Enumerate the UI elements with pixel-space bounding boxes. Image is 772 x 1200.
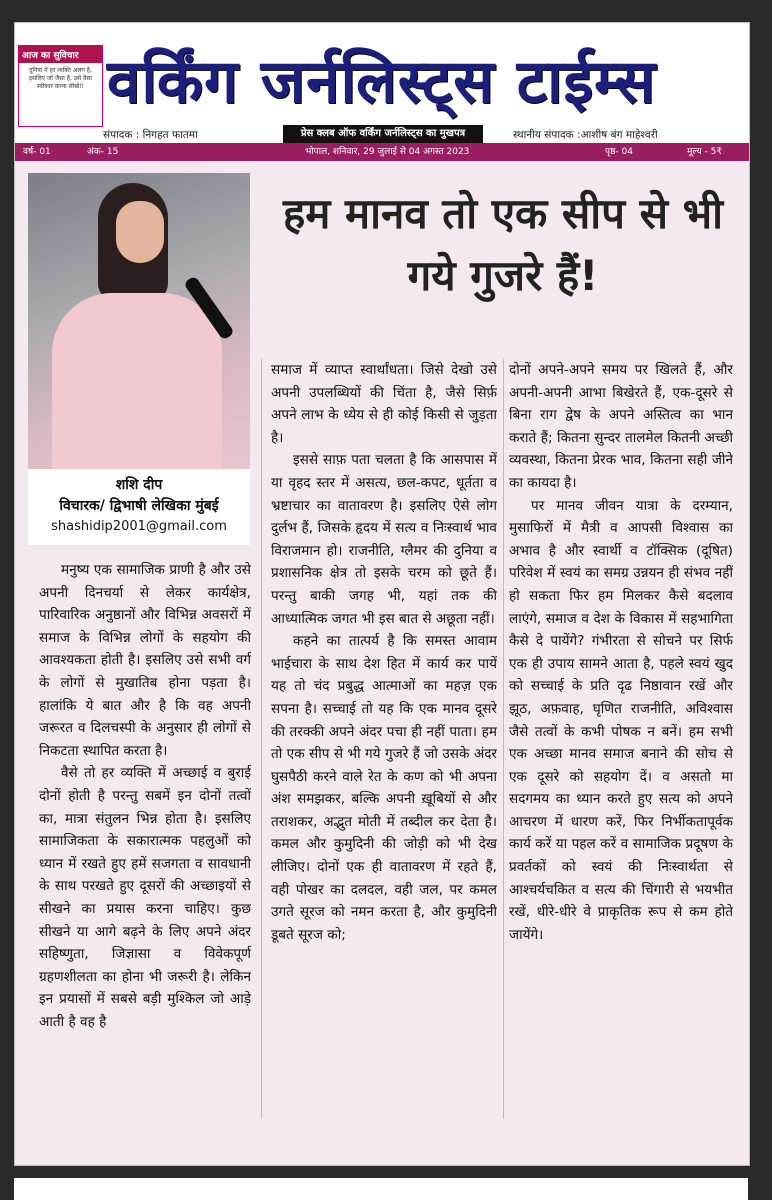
page-label: पृष्ठ- 04 — [605, 147, 633, 157]
date-label: भोपाल, शनिवार, 29 जुलाई से 04 अगस्त 2023 — [305, 147, 470, 157]
issue-info-bar — [15, 143, 749, 161]
column-divider — [503, 359, 504, 1119]
article-headline: हम मानव तो एक सीप से भी गये गुजरे हैं! — [282, 189, 724, 300]
article-column-2 — [271, 359, 497, 1119]
author-role: विचारक/ द्विभाषी लेखिका मुंबई — [59, 498, 219, 514]
paragraph: दोनों अपने-अपने समय पर खिलते हैं, और अपनी-अपनी आभा बिखेरते हैं, एक-दूसरे से बिना राग द्वेष के अपने अस्तित्व का भान कराते हैं; कितना सुन्दर तालमेल कितनी अच्छी व्यवस्था, कितना प्रेरक भाव, कितना सही जीने का कायदा है। — [509, 362, 733, 491]
thought-of-day-box — [18, 45, 103, 127]
thought-of-day-text: दुनिया में हर व्यक्ति अलग है, इसलिए जो जैसा है, उसे वैसा स्वीकार करना सीखें!! — [29, 67, 92, 90]
paragraph: कहने का तात्पर्य है कि समस्त आवाम भाईचारा के साथ देश हित में कार्य कर पायें यह तो चंद प्रबुद्ध आत्माओं का महज़ एक सपना है। सच्चाई तो यह कि एक मानव दूसरे की तरक्की अपने अंदर पचा ही नहीं पाता। हम तो एक सीप से भी गये गुजरे हैं जो उसके अंदर घुसपैठी करने वाले रेत के कण को भी अपना अंश समझकर, बल्कि अपनी ख़ूबियों से और तराशकर, अद्भुत मोती में तब्दील कर देता है। कमल और कुमुदिनी की जोड़ी को भी देख लीजिए। दोनों एक ही वातावरण में रहते हैं, वही पोखर का दलदल, वही जल, पर कमल उगते सूरज को नमन करता है, और कुमुदिनी डूबते सूरज को; — [271, 633, 497, 943]
author-name: शशि दीप — [115, 477, 163, 493]
paragraph: वैसे तो हर व्यक्ति में अच्छाई व बुराई दोनों होती है परन्तु सबमें इन दोनों तत्वों का, मात्रा संतुलन भिन्न होता है। इसलिए सामाजिकता के सकारात्मक पहलुओं को ध्यान में रखते हुए हमें सजगता व सावधानी के साथ परखते हुए दूसरों की अच्छाइयों से सीखने का प्रयास करना चाहिए। कुछ सीखने या आगे बढ़ने के लिए अपने अंदर सहिष्णुता, जिज्ञासा व विवेकपूर्ण ग्रहणशीलता का होना भी जरूरी है। लेकिन इन प्रयासों में सबसे बड़ी मुश्किल जो आड़े आती है वह है — [39, 765, 251, 1030]
masthead-subline — [15, 125, 749, 143]
tagline: प्रेस क्लब ऑफ वर्किंग जर्नलिस्ट्स का मुखपत्र — [283, 125, 483, 143]
thought-of-day-heading: आज का सुविचार — [19, 46, 102, 63]
newspaper-page — [14, 22, 750, 1166]
article-column-1 — [39, 559, 251, 1119]
paragraph: इससे साफ़ पता चलता है कि आसपास में या वृहद स्तर में असत्य, छल-कपट, धूर्तता व भ्रष्टाचार का वातावरण है। इसलिए ऐसे लोग दुर्लभ हैं, जिसके हृदय में सत्य व निःस्वार्थ भाव विराजमान हो। राजनीति, ग्लैमर की दुनिया व प्रशासनिक क्षेत्र तो इसके चरम को छूते हैं। परन्तु बाकी जगह भी, यहां तक की आध्यात्मिक जगत भी इस बात से अछूता नहीं। — [271, 452, 497, 627]
paragraph: पर मानव जीवन यात्रा के दरम्यान, मुसाफिरों में मैत्री व आपसी विश्वास का अभाव है और स्वार्थी व टॉक्सिक (दूषित) परिवेश में स्वयं का समग्र उन्नयन ही संभव नहीं हो सकता फिर हम मिलकर कैसे बदलाव लाएंगे, समाज व देश के विकास में सहभागिता कैसे दे पायेंगे? गंभीरता से सोचने पर सिर्फ एक ही उपाय सामने आता है, पहले स्वयं खुद को सच्चाई के प्रति दृढ निष्ठावान रखें और झूठ, अफ़वाह, घृणित राजनीति, अविश्वास जैसे तत्वों के कभी पोषक न बनें। हम सभी एक अच्छा मानव समाज बनाने की सोच से एक दूसरे को सहयोग दें। व असतो मा सदगमय का ध्यान करते हुए सत्य को अपने आचरण में धारण करें, फिर निर्भीकतापूर्वक कार्य करें या पहल करें व सामाजिक प्रदूषण के प्रवर्तकों को स्वयं की निःस्वार्थता से आश्चर्यचकित व सत्य की चिंगारी से भयभीत रखें, धीरे-धीरे वे प्राकृतिक रूप से कम होते जायेंगे। — [509, 497, 733, 943]
author-photo — [28, 173, 250, 469]
masthead — [15, 23, 749, 143]
editor-credit: संपादक : निगहत फातमा — [103, 129, 198, 141]
next-page-strip — [14, 1178, 748, 1200]
issue-label: अंक- 15 — [87, 147, 119, 157]
price-label: मूल्य - 5₹ — [687, 147, 723, 157]
local-editor-credit: स्थानीय संपादक :आशीष बंग माहेश्वरी — [513, 129, 658, 141]
paragraph: समाज में व्याप्त स्वार्थांधता। जिसे देखो उसे अपनी उपलब्धियों की चिंता है, जैसे सिर्फ़ अपने लाभ के ध्येय से ही कोई किसी से जुड़ता है। — [271, 362, 497, 446]
article-column-3 — [509, 359, 733, 1119]
author-caption — [28, 469, 250, 545]
year-label: वर्ष- 01 — [23, 147, 51, 157]
newspaper-title: वर्किंग जर्नलिस्ट्स टाईम्स — [107, 47, 657, 117]
column-divider — [261, 359, 262, 1119]
paragraph: मनुष्य एक सामाजिक प्राणी है और उसे अपनी दिनचर्या से लेकर कार्यक्षेत्र, पारिवारिक अनुष्ठानों और विभिन्न अवसरों में समाज के विभिन्न लोगों के सहयोग की आवश्यकता होती है। इसलिए उसे सभी वर्ग के लोगों से मुखातिब होना पड़ता है। हालांकि ये बात और है कि वह अपनी जरूरत व दिलचस्पी के अनुसार ही लोगों से निकटता स्थापित करता है। — [39, 562, 251, 759]
author-email: shashidip2001@gmail.com — [51, 519, 227, 534]
